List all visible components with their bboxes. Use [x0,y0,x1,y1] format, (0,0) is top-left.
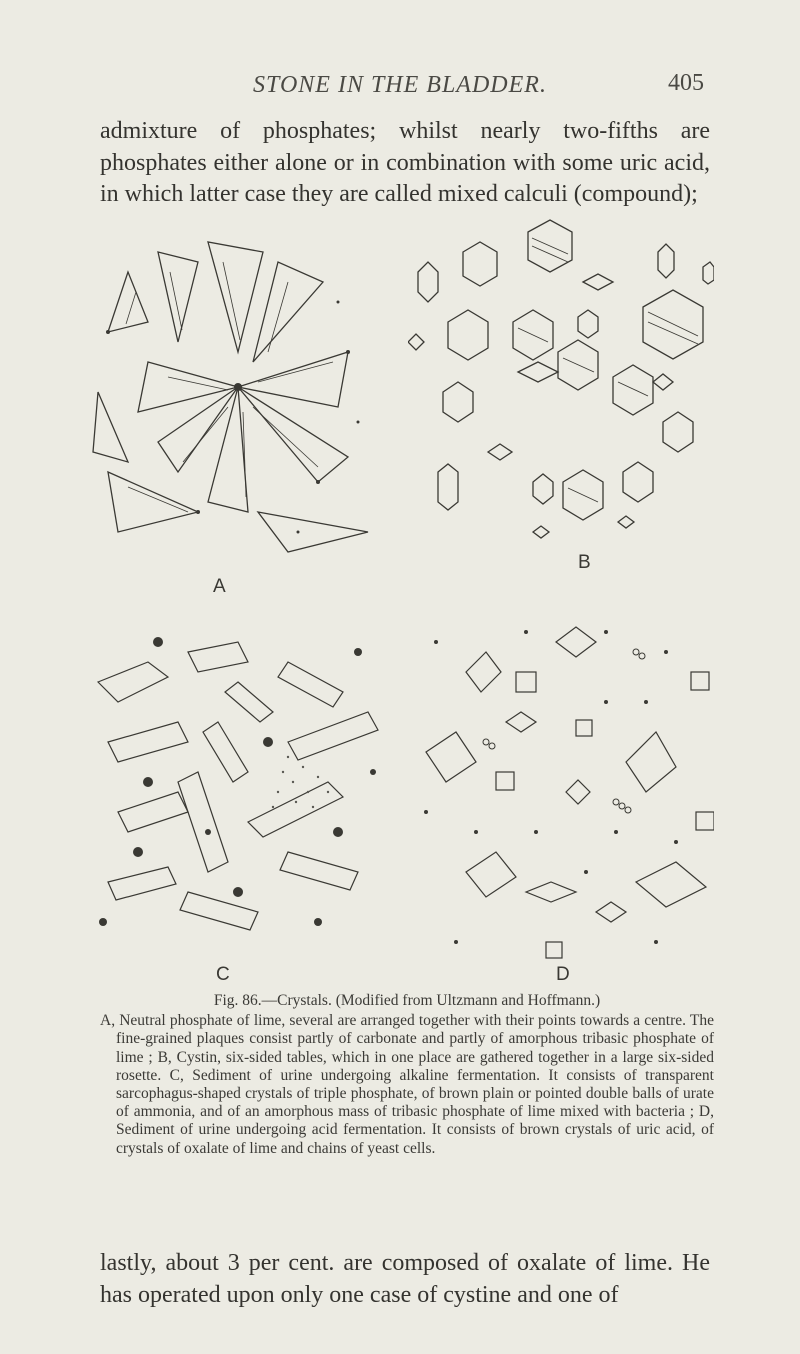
body-paragraph-bottom: lastly, about 3 per cent. are composed of oxalate of lime. He has operated upon only one case of cystine and one of [100,1250,710,1308]
figure-caption [100,992,714,1158]
caption-body: A, Neutral phosphate of lime, several are arranged together with their points towards a centre. The fine-grained plaques consist partly of carbonate and partly of amorphous tribasic phosphate of lime ; B, Cystin, six-sided tables, which in one place are gathered together in a large six-sided rosette. C, Sediment of urine undergoing alkaline fermentation. It consists of transparent sarcophagus-shaped crystals of triple phosphate, of brown plain or pointed double balls of urate of ammonia, and of an amorphous mass of tribasic phosphate of lime mixed with bacteria ; D, Sediment of urine undergoing acid fermentation. It consists of brown crystals of uric acid, of crystals of oxalate of lime and chains of yeast cells. [100,1012,714,1157]
body-paragraph-top: admixture of phosphates; whilst nearly two-fifths are phosphates either alone or in combination with some uric acid, in which latter case they are called mixed calculi (compound); [100,118,710,207]
panel-d-label: D [556,964,570,985]
page-number: 405 [668,70,704,96]
panel-d-drawing [406,612,714,962]
panel-c-label: C [216,964,230,985]
panel-c-illustration [88,622,388,962]
panel-b-illustration [408,212,714,562]
panel-b-label: B [578,552,591,573]
page-header [0,72,800,112]
panel-a-illustration [88,212,388,572]
panel-b-drawing [408,212,714,562]
panel-a-label: A [213,576,226,597]
panel-d-illustration [406,612,714,962]
crystal-figure [88,212,714,988]
panel-c-drawing [88,622,388,962]
panel-a-drawing [88,212,388,572]
caption-title: Fig. 86.—Crystals. (Modified from Ultzmann and Hoffmann.) [213,992,601,1009]
running-head: STONE IN THE BLADDER. [253,72,547,98]
